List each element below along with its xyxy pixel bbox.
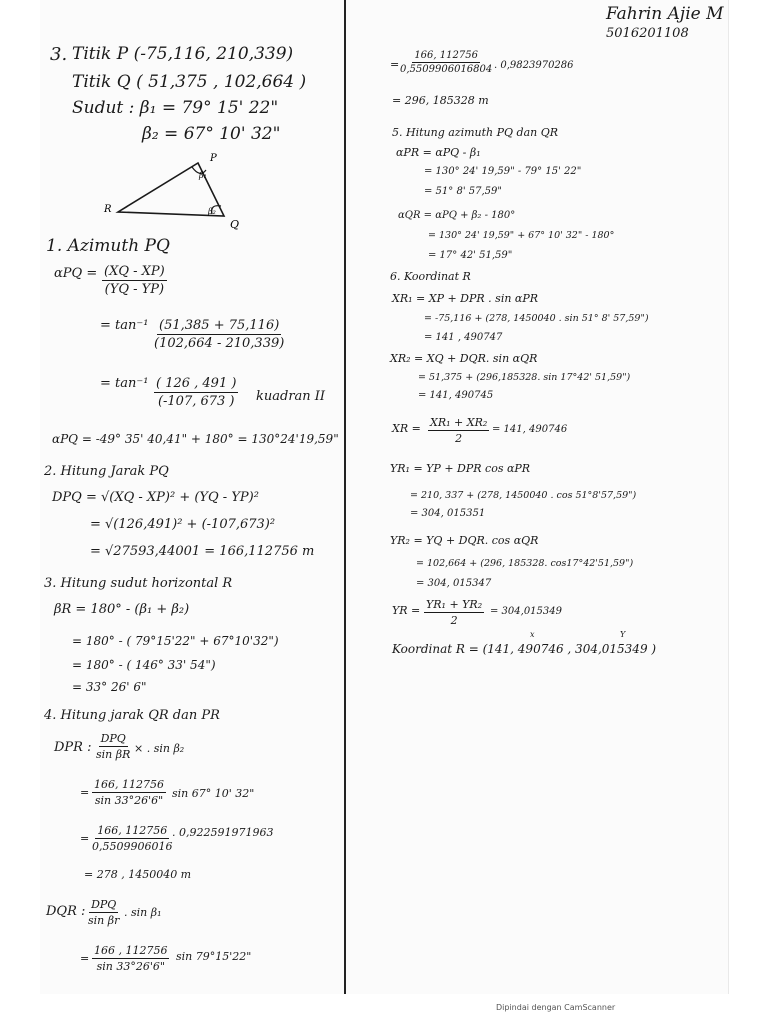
s5-line6: = 17° 42' 51,59" — [428, 250, 513, 261]
s1-fraction — [102, 264, 167, 297]
s1-result: αPQ = -49° 35' 40,41" + 180° = 130°24'19,59" — [52, 432, 339, 446]
s1-denominator: (YQ - YP) — [104, 282, 165, 297]
scanner-footer: Dipindai dengan CamScanner — [496, 1003, 616, 1012]
s1-tan-b: = tan⁻¹ — [100, 376, 149, 391]
s4-fraction2 — [92, 778, 166, 807]
label-beta1: β₁ — [199, 171, 207, 180]
s6-line3: = 141 , 490747 — [424, 332, 503, 343]
label-p: P — [210, 153, 217, 164]
s6-yr-result: = 304,015349 — [490, 606, 562, 617]
student-id: 5016201108 — [606, 26, 689, 41]
s6-line12: = 304, 015347 — [416, 578, 492, 589]
s4-fraction5 — [92, 944, 169, 973]
s6-y-marker: Y — [620, 630, 626, 639]
s6-line2: = -75,116 + (278, 1450040 . sin 51° 8' 57,59") — [424, 313, 649, 324]
s1-numerator: (XQ - XP) — [104, 264, 165, 279]
s1-fraction2 — [154, 318, 284, 351]
section3-title: 3. Hitung sudut horizontal R — [44, 576, 233, 591]
s6-xr-fraction — [428, 416, 489, 445]
s4-f2-num: 166, 112756 — [94, 778, 164, 791]
s3-line3: = 180° - ( 146° 33' 54") — [72, 658, 216, 672]
titik-q: Titik Q ( 51,375 , 102,664 ) — [72, 72, 307, 92]
s1-numerator2: (51,385 + 75,116) — [159, 318, 280, 333]
s6-line9: = 304, 015351 — [410, 508, 486, 519]
s4-f4-num: DPQ — [91, 898, 117, 911]
s6-xr-den: 2 — [455, 432, 463, 445]
sudut-beta1: Sudut : β₁ = 79° 15' 22" — [72, 98, 279, 118]
section4-title: 4. Hitung jarak QR dan PR — [44, 708, 220, 723]
s1-lhs: αPQ = — [54, 266, 98, 281]
s6-line4: XR₂ = XQ + DQR. sin αQR — [390, 352, 538, 365]
s1-numerator3: ( 126 , 491 ) — [156, 376, 237, 391]
s4-f5-num: 166 , 112756 — [94, 944, 168, 957]
label-q: Q — [230, 218, 240, 230]
r-fraction1 — [400, 50, 492, 75]
s5-line3: = 51° 8' 57,59" — [424, 186, 502, 197]
s6-line11: = 102,664 + (296, 185328. cos17°42'51,59") — [416, 558, 634, 569]
r-f1-den: 0,5509906016804 — [400, 64, 493, 75]
s2-line1: DPQ = √(XQ - XP)² + (YQ - YP)² — [52, 490, 259, 505]
s6-line8: = 210, 337 + (278, 1450040 . cos 51°8'57,59") — [410, 490, 637, 501]
s6-xr-lhs: XR = — [392, 422, 421, 435]
label-r: R — [104, 204, 112, 215]
s4-f1-den: sin βR — [96, 748, 131, 761]
s4-f1-tail: × . sin β₂ — [134, 742, 185, 755]
s4-fraction4 — [88, 898, 119, 927]
sudut-beta2: β₂ = 67° 10' 32" — [142, 124, 281, 144]
r-eq-a: = — [390, 58, 400, 71]
s6-xr-result: = 141, 490746 — [492, 424, 568, 435]
center-rule — [344, 0, 346, 994]
s1-tan-a: = tan⁻¹ — [100, 318, 149, 333]
problem-number: 3. — [50, 44, 68, 65]
label-beta2: β₂ — [208, 207, 216, 216]
s3-line1: βR = 180° - (β₁ + β₂) — [54, 602, 190, 617]
s4-result1: = 278 , 1450040 m — [84, 868, 192, 881]
s4-eq-c: = — [80, 952, 90, 965]
section1-title: 1. Azimuth PQ — [46, 236, 170, 256]
s4-dpr-lhs: DPR : — [54, 740, 92, 755]
s5-line1: αPR = αPQ - β₁ — [396, 146, 481, 159]
s4-fraction3 — [92, 824, 172, 853]
s4-eq-b: = — [80, 832, 90, 845]
s5-line2: = 130° 24' 19,59" - 79° 15' 22" — [424, 166, 582, 177]
s6-line1: XR₁ = XP + DPR . sin αPR — [392, 292, 539, 305]
s2-line3: = √27593,44001 = 166,112756 m — [90, 544, 315, 559]
s4-f2-den: sin 33°26'6" — [94, 794, 164, 807]
s4-f4-tail: . sin β₁ — [124, 906, 162, 919]
s1-denominator2: (102,664 - 210,339) — [154, 336, 285, 351]
s4-f4-den: sin βr — [88, 914, 120, 927]
s3-line4: = 33° 26' 6" — [72, 680, 147, 694]
s2-line2: = √(126,491)² + (-107,673)² — [90, 517, 276, 532]
s4-f3-num: 166, 112756 — [97, 824, 168, 837]
s4-f2-tail: sin 67° 10' 32" — [172, 787, 255, 800]
s6-yr-lhs: YR = — [392, 604, 421, 617]
s6-line5: = 51,375 + (296,185328. sin 17°42' 51,59") — [418, 372, 631, 383]
s6-yr-num: YR₁ + YR₂ — [426, 598, 483, 611]
s4-f5-den: sin 33°26'6" — [96, 960, 165, 973]
r-result1: = 296, 185328 m — [392, 94, 489, 107]
s1-denominator3: (-107, 673 ) — [157, 394, 235, 409]
s4-f3-den: 0,5509906016 — [92, 840, 173, 853]
s5-line5: = 130° 24' 19,59" + 67° 10' 32" - 180° — [428, 230, 615, 241]
s6-yr-den: 2 — [450, 614, 458, 627]
s4-fraction1 — [96, 732, 130, 761]
triangle-diagram — [100, 150, 250, 230]
s4-eq-a: = — [80, 786, 90, 799]
s6-xr-num: XR₁ + XR₂ — [430, 416, 488, 429]
section5-title: 5. Hitung azimuth PQ dan QR — [392, 126, 559, 139]
s6-x-marker: x — [530, 630, 535, 639]
section2-title: 2. Hitung Jarak PQ — [44, 464, 169, 479]
s1-fraction3 — [154, 376, 238, 409]
s4-f1-num: DPQ — [100, 732, 126, 745]
s6-line7: YR₁ = YP + DPR cos αPR — [390, 462, 531, 475]
r-f1-tail: . 0,9823970286 — [494, 60, 574, 71]
section6-title: 6. Koordinat R — [390, 270, 471, 283]
s6-yr-fraction — [424, 598, 484, 627]
s6-line6: = 141, 490745 — [418, 390, 494, 401]
s6-final: Koordinat R = (141, 490746 , 304,015349 ) — [392, 642, 657, 656]
s3-line2: = 180° - ( 79°15'22" + 67°10'32") — [72, 634, 279, 648]
s4-dqr-lhs: DQR : — [46, 904, 86, 919]
titik-p: Titik P (-75,116, 210,339) — [72, 44, 294, 64]
s6-line10: YR₂ = YQ + DQR. cos αQR — [390, 534, 539, 547]
author-name: Fahrin Ajie M — [606, 4, 724, 24]
s1-kuadran: kuadran II — [256, 389, 326, 404]
s4-f3-tail: . 0,922591971963 — [172, 826, 274, 839]
s4-f5-tail: sin 79°15'22" — [176, 950, 252, 963]
r-f1-num: 166, 112756 — [414, 50, 478, 61]
s5-line4: αQR = αPQ + β₂ - 180° — [398, 210, 516, 221]
